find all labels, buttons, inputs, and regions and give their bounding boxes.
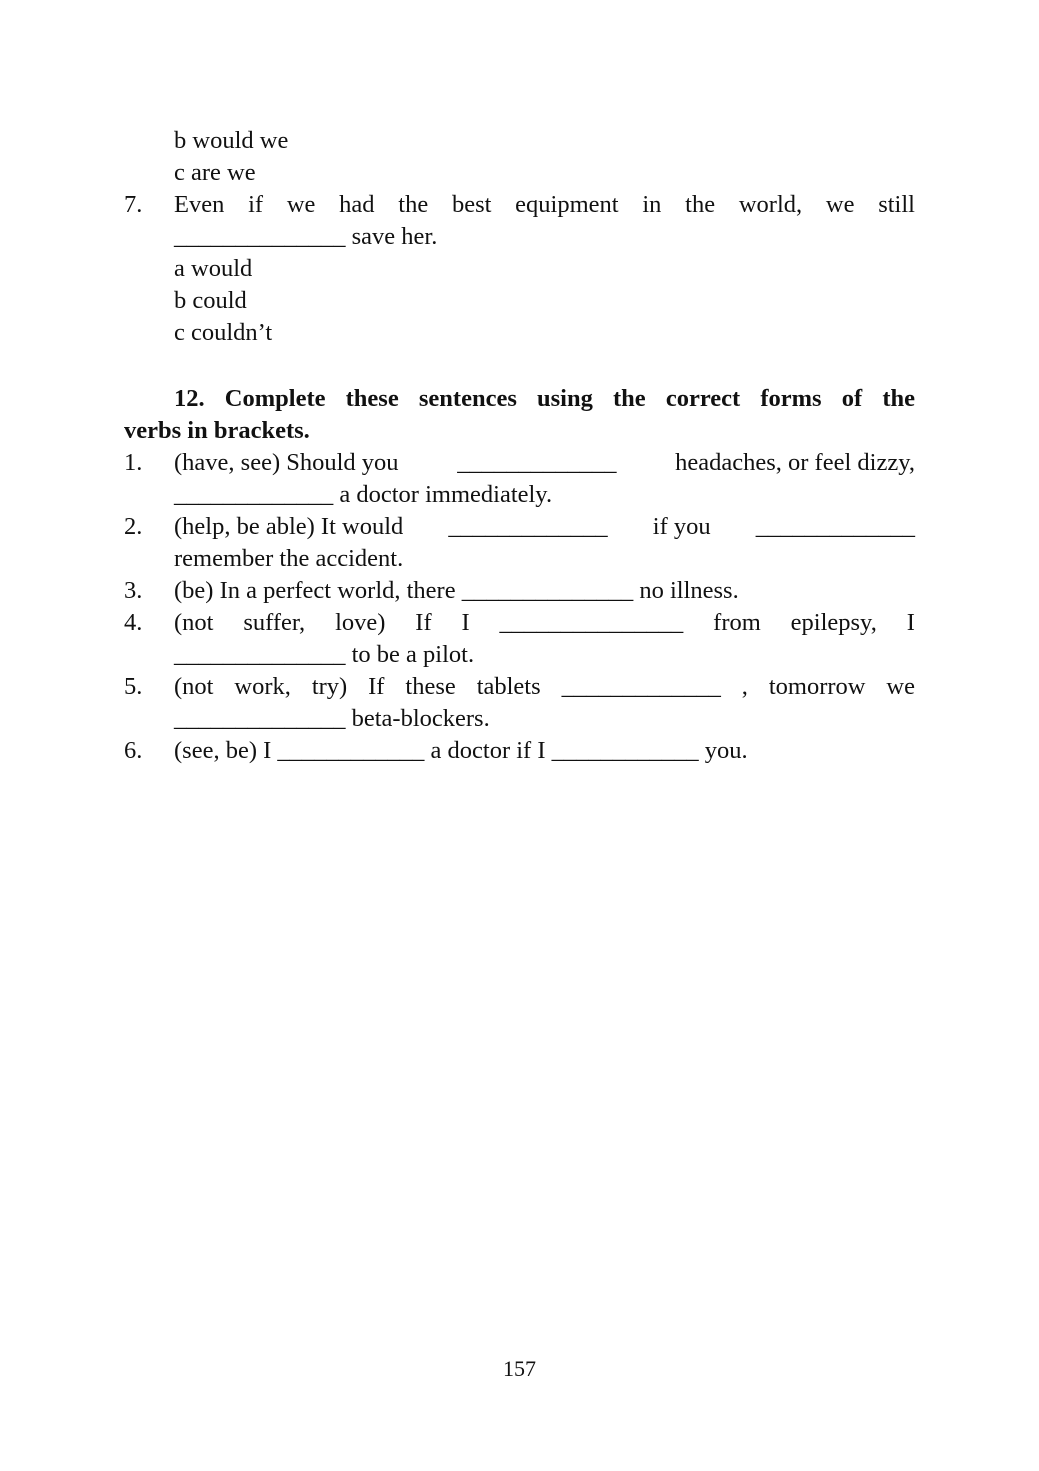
prev-option-c: c are we xyxy=(174,159,256,186)
page-number: 157 xyxy=(503,1356,536,1381)
heading-word: 12. xyxy=(174,385,205,412)
sentence-part: If xyxy=(415,609,432,636)
sentence-word: the xyxy=(398,191,429,218)
item-4-line-2: ______________ to be a pilot. xyxy=(174,641,475,668)
question-7-line-2: ______________ save her. xyxy=(174,223,438,250)
sentence-part: tomorrow xyxy=(768,673,866,700)
item-number: 3. xyxy=(124,577,143,604)
option-c: c couldn’t xyxy=(174,319,273,346)
sentence-part: suffer, xyxy=(243,609,306,636)
sentence-word: we xyxy=(825,191,855,218)
sentence-part: tablets xyxy=(476,673,541,700)
sentence-part: try) xyxy=(311,673,348,700)
item-number: 1. xyxy=(124,449,143,476)
prev-option-b: b would we xyxy=(174,127,289,154)
heading-word: Complete xyxy=(224,385,326,412)
sentence-part: if you xyxy=(652,513,711,540)
sentence-part: If xyxy=(368,673,385,700)
sentence-part: _______________ xyxy=(499,609,684,636)
sentence-part: epilepsy, xyxy=(790,609,877,636)
item-2-line-1 xyxy=(174,511,915,543)
item-5-line-2: ______________ beta-blockers. xyxy=(174,705,490,732)
sentence-part: headaches, or feel dizzy, xyxy=(675,449,915,476)
question-number: 7. xyxy=(124,191,143,218)
question-7-line-1 xyxy=(174,189,915,221)
sentence-word: best xyxy=(451,191,492,218)
sentence-part: _____________ xyxy=(448,513,608,540)
option-b: b could xyxy=(174,287,247,314)
sentence-word: had xyxy=(339,191,375,218)
heading-word: the xyxy=(882,385,915,412)
sentence-part: _____________ xyxy=(561,673,721,700)
sentence-part: , xyxy=(741,673,748,700)
sentence-word: equipment xyxy=(515,191,619,218)
heading-word: correct xyxy=(665,385,741,412)
sentence-part: love) xyxy=(335,609,386,636)
item-1-line-2: _____________ a doctor immediately. xyxy=(174,481,553,508)
item-1-line-1 xyxy=(174,447,915,479)
sentence-word: in xyxy=(642,191,662,218)
sentence-part: _____________ xyxy=(457,449,617,476)
sentence-word: still xyxy=(878,191,915,218)
heading-word: forms xyxy=(760,385,822,412)
exercise-heading-line-2: verbs in brackets. xyxy=(124,417,310,444)
sentence-part: _____________ xyxy=(755,513,915,540)
item-number: 5. xyxy=(124,673,143,700)
sentence-part: these xyxy=(405,673,456,700)
sentence-part: (have, see) Should you xyxy=(174,449,399,476)
item-2-line-2: remember the accident. xyxy=(174,545,404,572)
heading-word: using xyxy=(537,385,593,412)
sentence-word: Even xyxy=(174,191,225,218)
heading-word: sentences xyxy=(418,385,517,412)
heading-word: the xyxy=(613,385,646,412)
sentence-part: I xyxy=(461,609,470,636)
item-5-line-1 xyxy=(174,671,915,703)
sentence-part: from xyxy=(713,609,761,636)
sentence-word: the xyxy=(685,191,716,218)
item-6-line-1: (see, be) I ____________ a doctor if I ____________ you. xyxy=(174,737,748,764)
sentence-word: if xyxy=(248,191,264,218)
sentence-part: work, xyxy=(234,673,291,700)
sentence-part: we xyxy=(886,673,915,700)
item-number: 4. xyxy=(124,609,143,636)
heading-word: of xyxy=(841,385,863,412)
sentence-part: (not xyxy=(174,609,214,636)
item-number: 6. xyxy=(124,737,143,764)
item-4-line-1 xyxy=(174,607,915,639)
item-number: 2. xyxy=(124,513,143,540)
sentence-part: I xyxy=(906,609,915,636)
heading-word: these xyxy=(345,385,399,412)
sentence-word: world, xyxy=(738,191,803,218)
exercise-heading-line-1 xyxy=(174,383,915,415)
option-a: a would xyxy=(174,255,253,282)
sentence-part: (not xyxy=(174,673,214,700)
sentence-word: we xyxy=(286,191,316,218)
sentence-part: (help, be able) It would xyxy=(174,513,404,540)
item-3-line-1: (be) In a perfect world, there ______________ no illness. xyxy=(174,577,739,604)
